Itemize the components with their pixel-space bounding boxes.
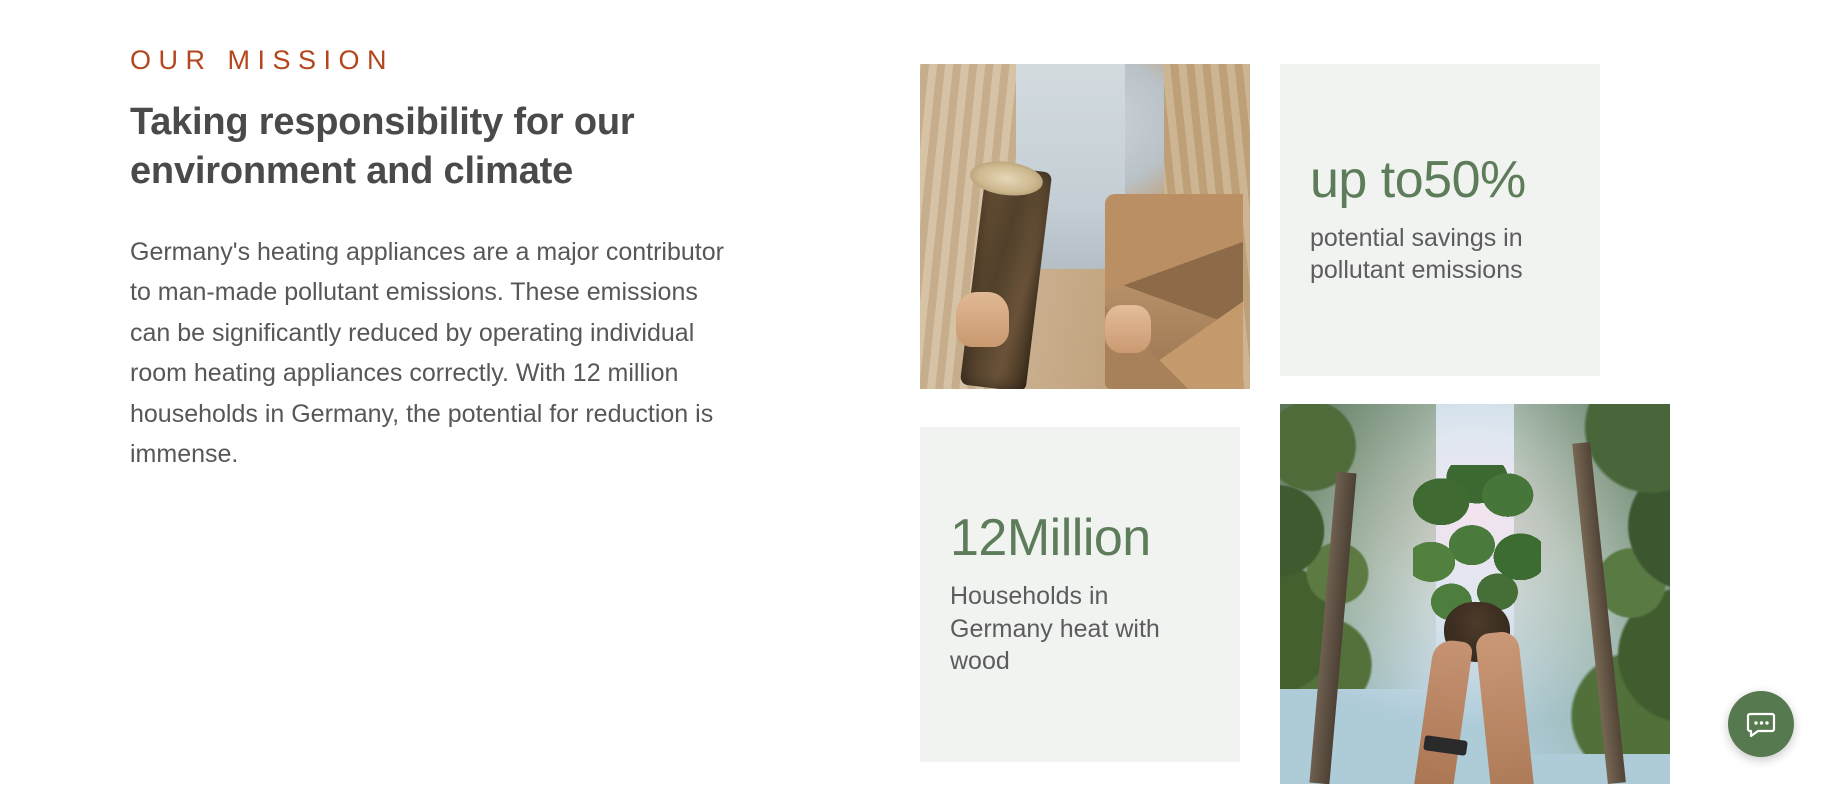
log-pile [1105, 194, 1244, 389]
hand-left [956, 292, 1009, 347]
stat-households-caption: Households in Germany heat with wood [950, 582, 1160, 676]
stat-card-households [920, 427, 1240, 762]
stats-media-grid [920, 64, 1670, 784]
stat-households-number: 12 [950, 509, 1007, 568]
chat-button[interactable] [1728, 691, 1794, 757]
mission-body-text: Germany's heating appliances are a major contributor to man-made pollutant emissions. These emissions can be significantly reduced by operating individual room heating appliances correctly. With 12 million households in Germany, the potential for reduction is immense. [130, 237, 724, 469]
chat-bubble-icon [1745, 708, 1777, 740]
firewood-photo [920, 64, 1250, 389]
stat-card-savings [1280, 64, 1600, 376]
firewood-photo-card [920, 64, 1250, 389]
tree-photo [1280, 404, 1670, 784]
stat-savings-prefix: up to [1310, 151, 1424, 210]
section-eyebrow: OUR MISSION [130, 45, 395, 75]
mission-text-column [130, 44, 750, 475]
stat-savings-unit: 50% [1423, 151, 1526, 210]
stat-savings-caption: potential savings in pollutant emissions [1310, 223, 1523, 285]
stat-households-value [950, 511, 1210, 566]
page-title: Taking responsibility for our environment and climate [130, 101, 635, 193]
stat-savings-value [1310, 153, 1570, 208]
stat-households-unit: Million [1006, 509, 1151, 568]
tree-photo-card [1280, 404, 1670, 784]
hand-right [1105, 305, 1151, 354]
